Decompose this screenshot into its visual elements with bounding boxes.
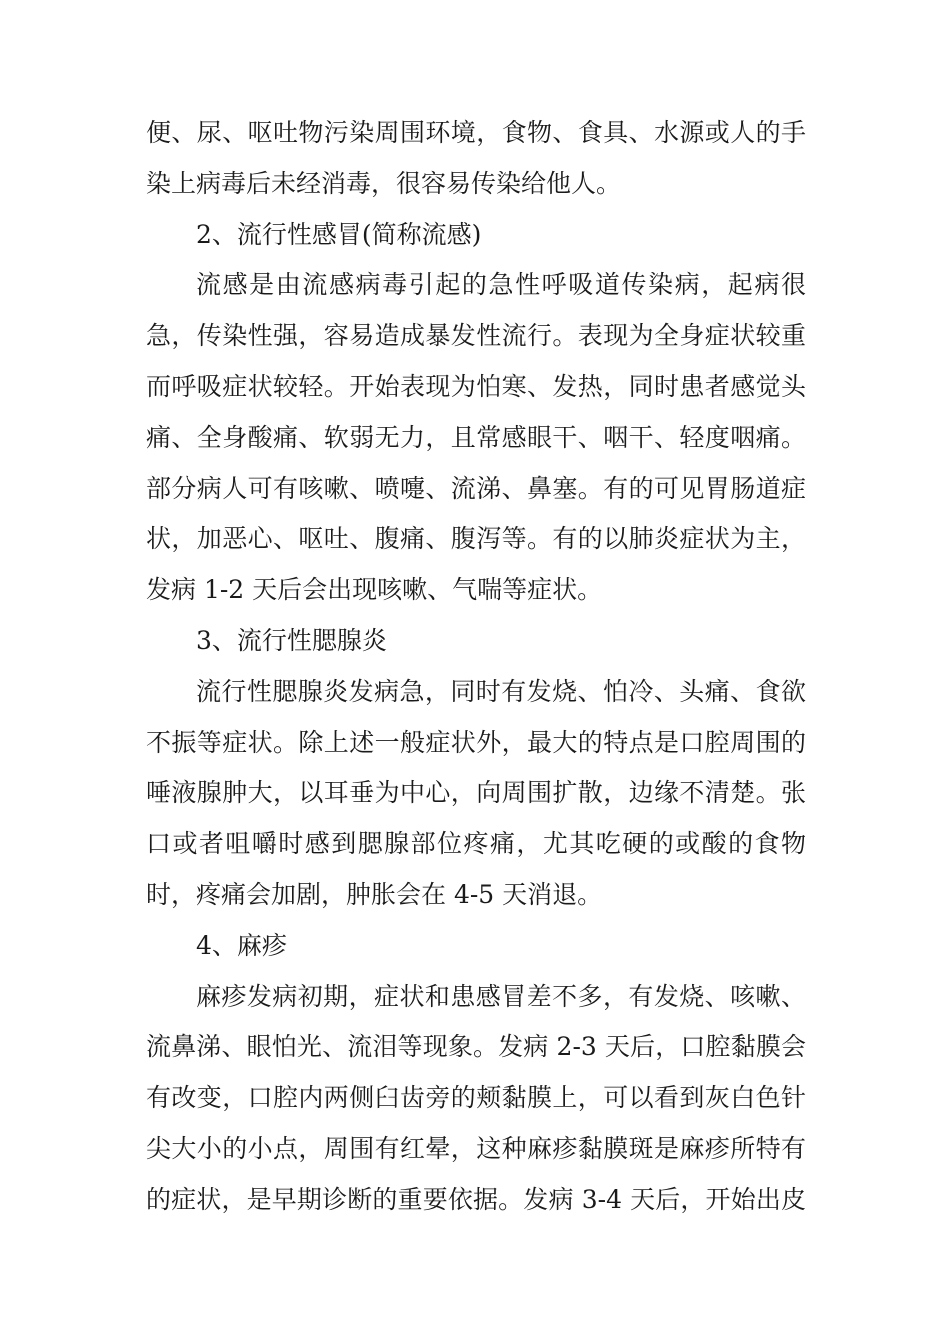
text-line: 的症状，是早期诊断的重要依据。发病 3-4 天后，开始出皮 [146, 1184, 806, 1214]
text-line: 流感是由流感病毒引起的急性呼吸道传染病，起病很 [196, 270, 806, 300]
text-line: 不振等症状。除上述一般症状外，最大的特点是口腔周围的 [146, 727, 806, 757]
text-line: 便、尿、呕吐物污染周围环境，食物、食具、水源或人的手 [146, 118, 806, 147]
text-line: 麻疹发病初期，症状和患感冒差不多，有发烧、咳嗽、 [196, 981, 806, 1011]
text-line: 3、流行性腮腺炎 [196, 625, 387, 655]
text-line: 状，加恶心、呕吐、腹痛、腹泻等。有的以肺炎症状为主， [146, 524, 806, 554]
text-line: 唾液腺肿大，以耳垂为中心，向周围扩散，边缘不清楚。张 [146, 778, 806, 808]
text-line: 尖大小的小点，周围有红晕，这种麻疹黏膜斑是麻疹所特有 [146, 1133, 806, 1163]
text-line: 流行性腮腺炎发病急，同时有发烧、怕冷、头痛、食欲 [196, 676, 806, 706]
text-line: 而呼吸症状较轻。开始表现为怕寒、发热，同时患者感觉头 [146, 371, 806, 401]
text-line: 发病 1-2 天后会出现咳嗽、气喘等症状。 [146, 575, 603, 605]
text-line: 痛、全身酸痛、软弱无力，且常感眼干、咽干、轻度咽痛。 [146, 422, 806, 452]
text-line: 2、流行性感冒(简称流感) [196, 219, 482, 249]
text-line: 时，疼痛会加剧，肿胀会在 4-5 天消退。 [146, 879, 603, 909]
text-line: 口或者咀嚼时感到腮腺部位疼痛，尤其吃硬的或酸的食物 [146, 829, 806, 859]
text-line: 染上病毒后未经消毒，很容易传染给他人。 [146, 168, 622, 198]
text-line: 部分病人可有咳嗽、喷嚏、流涕、鼻塞。有的可见胃肠道症 [146, 473, 806, 503]
text-line: 4、麻疹 [196, 930, 287, 960]
body-text [146, 108, 806, 1226]
text-line: 有改变，口腔内两侧臼齿旁的颊黏膜上，可以看到灰白色针 [146, 1083, 806, 1113]
text-line: 急，传染性强，容易造成暴发性流行。表现为全身症状较重 [146, 321, 806, 351]
text-line: 流鼻涕、眼怕光、流泪等现象。发病 2-3 天后，口腔黏膜会 [146, 1032, 806, 1062]
